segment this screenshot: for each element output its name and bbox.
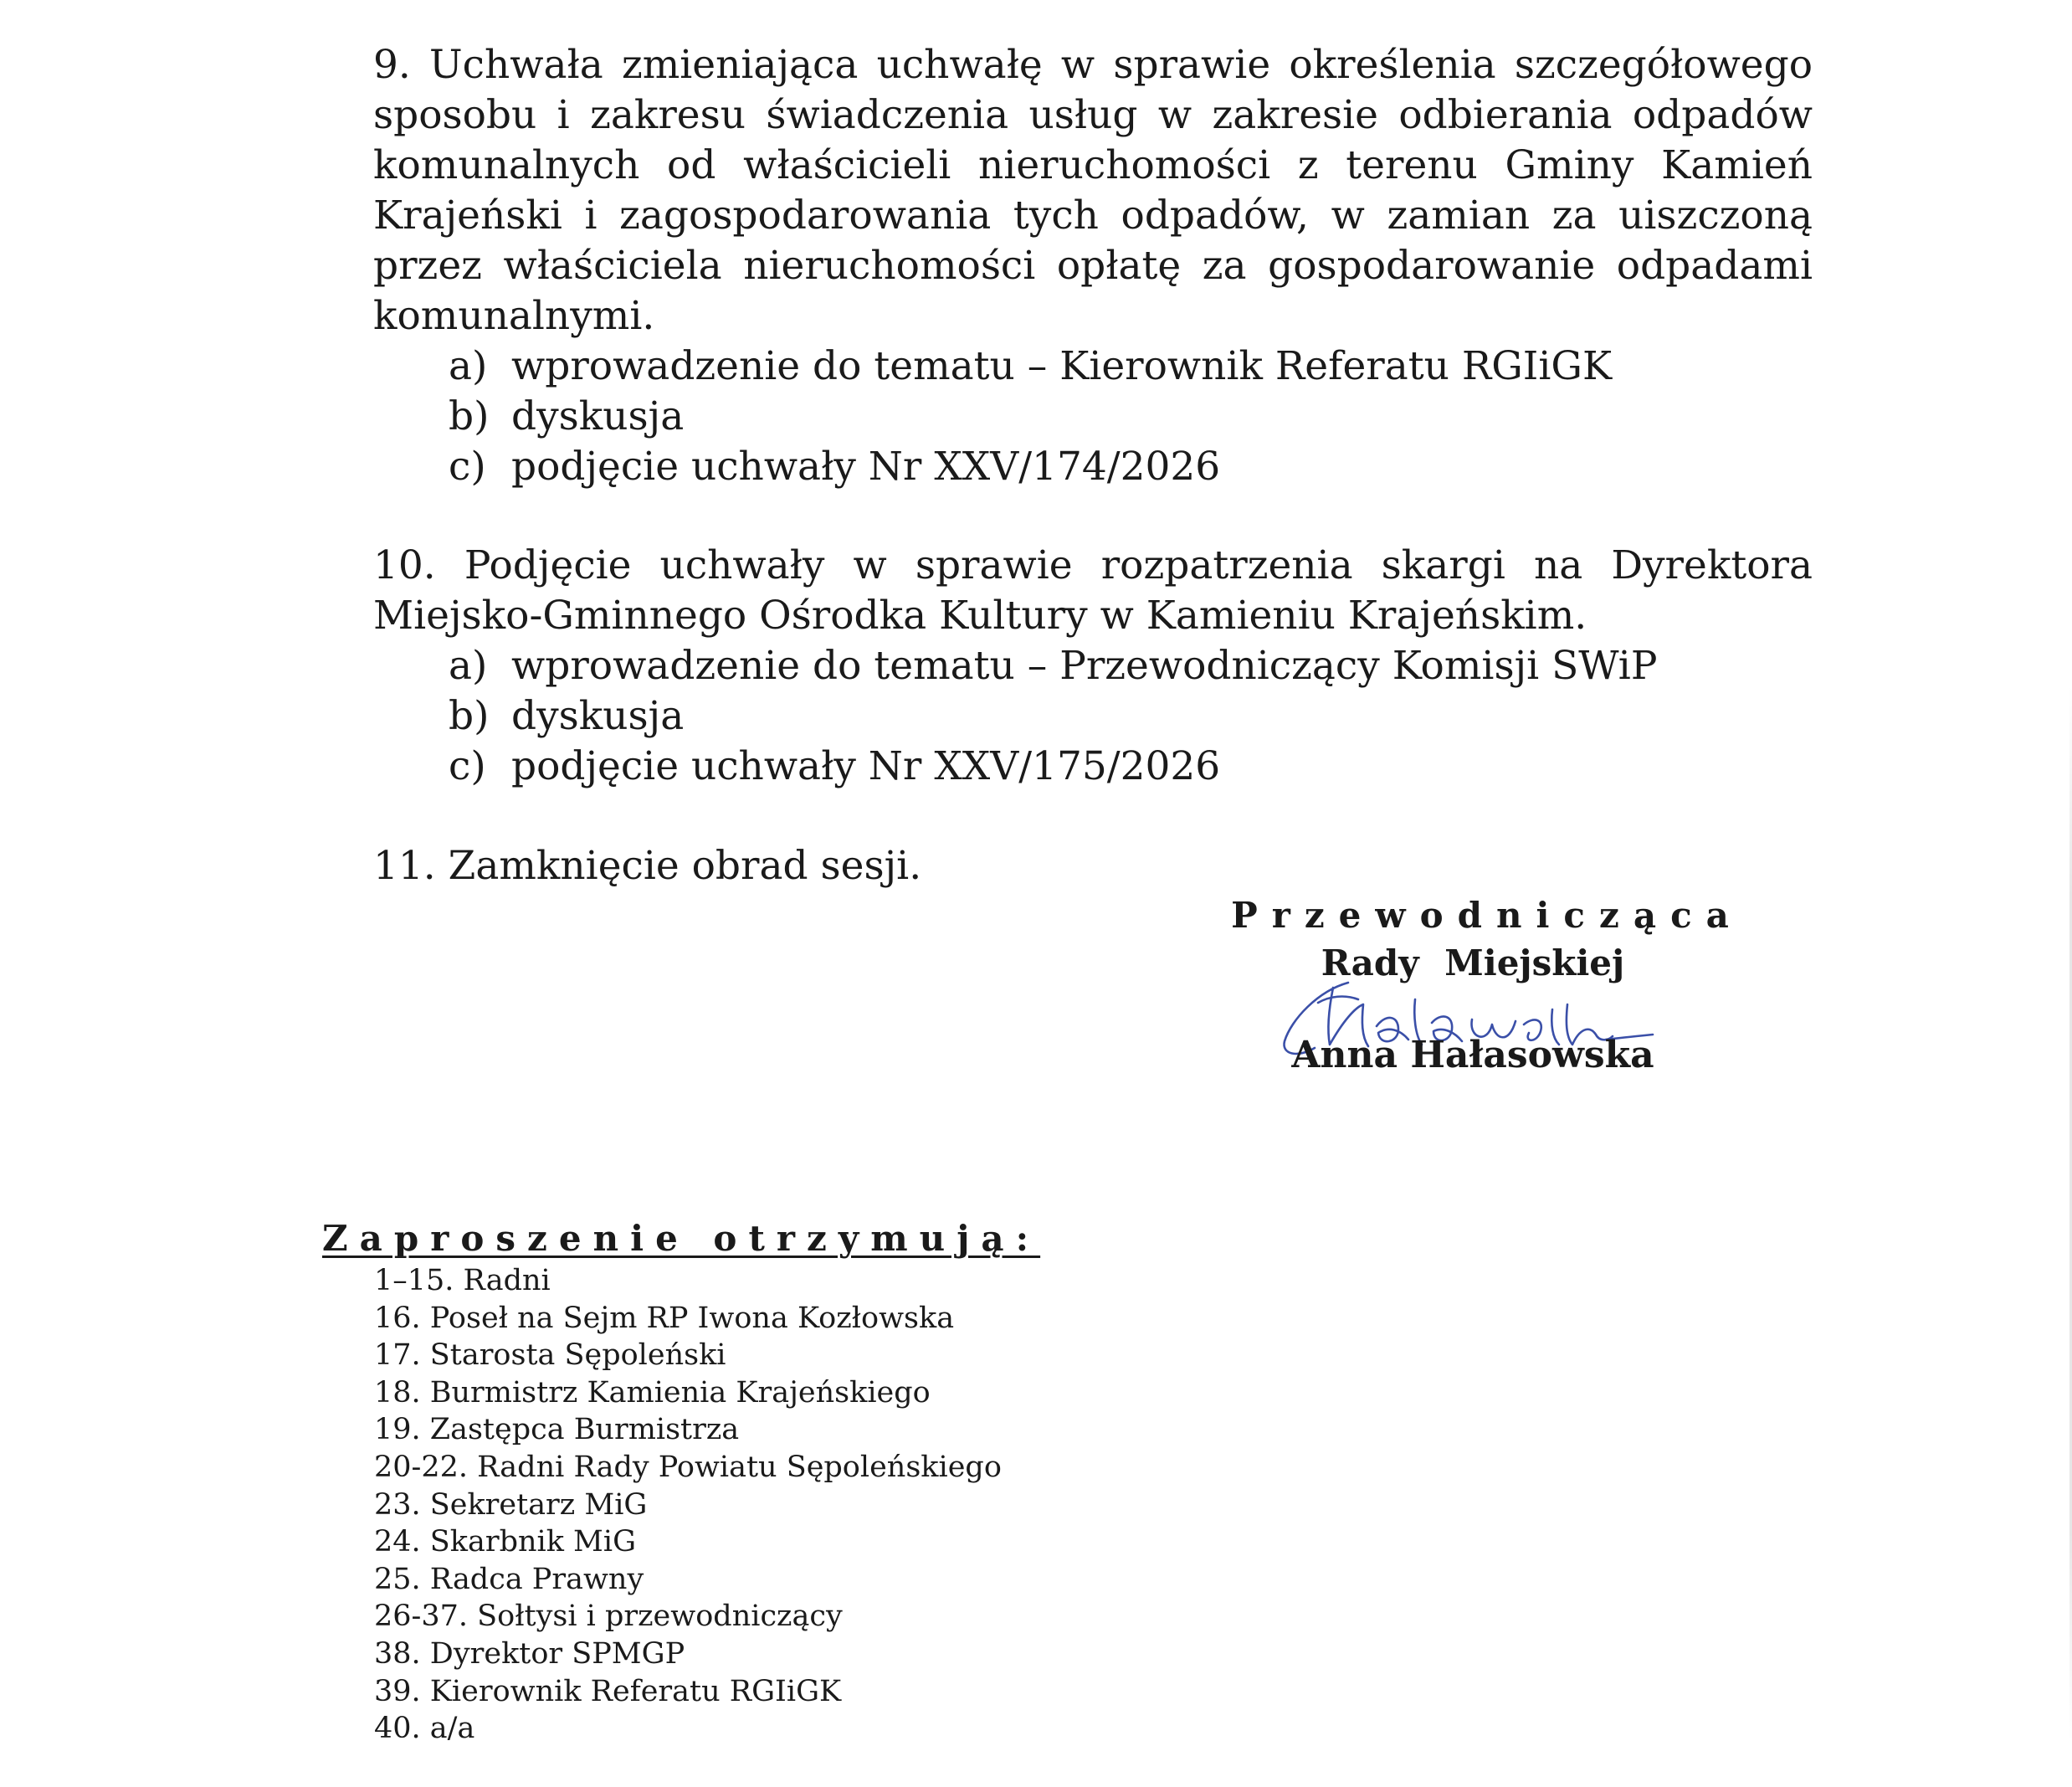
- agenda-subitem: [449, 392, 1813, 442]
- recipients-heading: Zaproszenie otrzymują:: [322, 1218, 1041, 1259]
- signatory-name: Anna Hałasowska: [1291, 1034, 1654, 1076]
- agenda-item-9: [373, 40, 1813, 492]
- agenda-subitem: [449, 341, 1813, 392]
- agenda-item-text: 11. Zamknięcie obrad sesji.: [373, 843, 922, 889]
- recipient-item: 40. a/a: [374, 1712, 475, 1746]
- subitem-letter: b): [449, 393, 490, 439]
- agenda-item-11: [373, 841, 1813, 891]
- signatory-council: Rady Miejskiej: [1321, 942, 1625, 983]
- agenda-subitems: [373, 641, 1813, 792]
- agenda-item-text: 9. Uchwała zmieniająca uchwałę w sprawie określenia szczegółowego sposobu i zakresu świadczenia usług w zakresie odbierania odpadów komunalnych od właścicieli nieruchomości z terenu Gminy Kamień Krajeński i zagospodarowania tych odpadów, w zamian za uiszczoną przez właściciela nieruchomości opłatę za gospodarowanie odpadami komunalnymi.: [373, 42, 1813, 339]
- recipient-item: 24. Skarbnik MiG: [374, 1525, 637, 1559]
- recipient-item: 20-22. Radni Rady Powiatu Sępoleńskiego: [374, 1450, 1002, 1484]
- recipient-item: 38. Dyrektor SPMGP: [374, 1636, 685, 1671]
- subitem-text: dyskusja: [511, 393, 685, 439]
- recipient-item: 1–15. Radni: [374, 1264, 551, 1297]
- subitem-text: dyskusja: [511, 693, 685, 739]
- recipients-list: [322, 1262, 1159, 1748]
- subitem-letter: a): [449, 343, 488, 389]
- agenda-subitems: [373, 341, 1813, 492]
- recipient-item: 17. Starosta Sępoleński: [374, 1338, 726, 1373]
- recipient-item: 39. Kierownik Referatu RGIiGK: [374, 1674, 842, 1708]
- agenda-item-text: 10. Podjęcie uchwały w sprawie rozpatrzenia skargi na Dyrektora Miejsko-Gminnego Ośrodka Kultury w Kamieniu Krajeńskim.: [373, 542, 1813, 639]
- subitem-text: podjęcie uchwały Nr XXV/175/2026: [511, 743, 1221, 789]
- subitem-letter: b): [449, 693, 490, 739]
- subitem-text: wprowadzenie do tematu – Kierownik Referatu RGIiGK: [511, 343, 1613, 389]
- agenda-item-10: [373, 541, 1813, 792]
- recipient-item: 19. Zastępca Burmistrza: [374, 1413, 740, 1447]
- agenda-subitem: [449, 691, 1813, 742]
- subitem-letter: c): [449, 743, 486, 789]
- recipient-item: 16. Poseł na Sejm RP Iwona Kozłowska: [374, 1301, 955, 1335]
- subitem-letter: c): [449, 444, 486, 490]
- recipient-item: 26-37. Sołtysi i przewodniczący: [374, 1600, 843, 1634]
- recipient-item: 18. Burmistrz Kamienia Krajeńskiego: [374, 1375, 931, 1410]
- agenda-subitem: [449, 442, 1813, 492]
- agenda-subitem: [449, 742, 1813, 792]
- recipient-item: 23. Sekretarz MiG: [374, 1487, 648, 1522]
- subitem-letter: a): [449, 643, 488, 689]
- recipient-item: 25. Radca Prawny: [374, 1562, 644, 1596]
- recipients-section: [322, 1215, 1159, 1748]
- agenda-subitem: [449, 641, 1813, 691]
- subitem-text: podjęcie uchwały Nr XXV/174/2026: [511, 444, 1221, 490]
- signatory-role: Przewodnicząca: [1231, 895, 1743, 936]
- subitem-text: wprowadzenie do tematu – Przewodniczący Komisji SWiP: [511, 643, 1658, 689]
